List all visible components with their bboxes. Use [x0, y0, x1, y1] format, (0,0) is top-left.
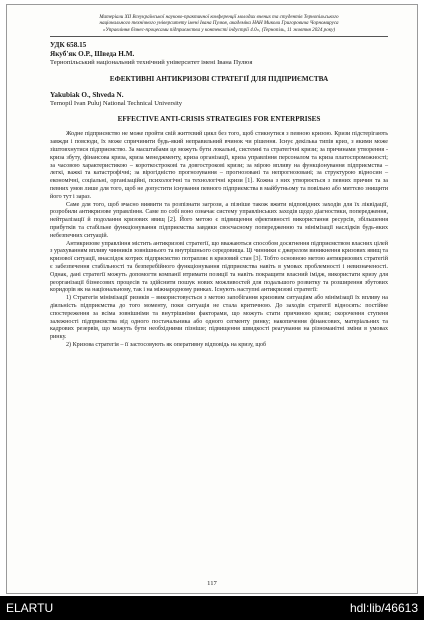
page-number: 117	[207, 580, 217, 587]
repository-name: ELARTU	[6, 601, 54, 615]
page-content	[50, 14, 388, 350]
header-line: «Управління бізнес-процесами підприємства у контексті індустрії 4.0», (Тернопіль, 11 жовтня 2024 року)	[102, 26, 336, 33]
header-line: Матеріали ХІІ Всеукраїнської науково-практичної конференції молодих вчених та студентів Тернопільського	[99, 14, 339, 20]
document-page	[6, 4, 418, 594]
authors-en: Yakubiak O., Shveda N.	[50, 90, 124, 99]
title-ua: ЕФЕКТИВНІ АНТИКРИЗОВІ СТРАТЕГІЇ ДЛЯ ПІДПРИЄМСТВА	[109, 74, 329, 83]
paragraph: 2) Кризова стратегія – її застосовують як оперативну відповідь на кризу, щоб	[66, 341, 267, 348]
repository-footer	[0, 596, 424, 620]
conference-header	[50, 14, 388, 37]
paragraph: Жодне підприємство не може пройти свій життєвий цикл без того, щоб стикнутися з певною кризою. Кризи підстерігають завжди і повсюди, їх може спричинити будь-який неправильний вчинок чи рішення. Існує декілька типів криз, з якими може зіштовхнутися підприємство. За масштабами це можуть бути локальні, системні та стратегічні кризи; за причинами утворення - криза збуту, фінансова криза, криза менеджменту, криза організації, криза управління персоналом та криза платоспроможності; за часовою характеристикою – короткострокові та довгострокові кризи; за мірою впливу на функціонування підприємства – легкі, важкі та катастрофічні; за вірогідністю прогнозування – прогнозовані та непрогнозовані; за структурою відносин – економічні, соціальні, організаційні, психологічні та технологічні кризи [1]. Кожна з них утворюється з певних причин та за певних умов лише для того, щоб не допустити існування певного підприємства в майбутньому та повільно або миттєво знищити його тут і зараз.	[50, 131, 388, 200]
handle-id: hdl:lib/46613	[349, 601, 418, 615]
paragraph: 1) Стратегія мінімізації ризиків – використовується з метою запобігання кризовим ситуаціям або мінімізації їх впливу на діяльність підприємства до того моменту, поки ситуація не стала критичною. До заходів стратегії відносять: постійне спостереження за всіма зовнішніми та внутрішніми факторами, що можуть стати причиною кризи; скорочення ступеня залежності підприємства від одного постачальника або одного сегменту ринку; накопичення фінансових, матеріальних та кадрових резервів, що можуть бути необхідними пізніше; підвищення швидкості реагування на різноманітні зміни в умовах ринку.	[50, 295, 388, 341]
udk-code: УДК 658.15	[50, 41, 87, 50]
authors-ua: Якуб'як О.Р., Шведа Н.М.	[50, 50, 135, 59]
paragraph: Саме для того, щоб вчасно виявити та розпізнати загрози, а пізніше також вжити відповідних заходів для їх ліквідації, розробили антикризове управління. Саме по собі воно означає систему управлінських заходів щодо діагностики, попередження, нейтралізації й подолання кризових явищ [2]. Його метою є підвищення ефективності використання ресурсів, збільшення прибутків та стабільне функціонування підприємства завдяки своєчасному попередженню та мінімізації наслідків будь-яких небезпечних ситуацій.	[50, 201, 388, 239]
paragraph: Антикризове управління містить антикризові стратегії, що вважаються способом досягнення підприємством власних цілей з урахуванням впливу чинників зовнішнього та внутрішнього середовища. Ці чинники є джерелом виникнення кризових явищ та кризової ситуації, внаслідок котрих підприємство потрапляє в кризовий стан [3]. Тобто основною метою антикризових стратегій є забезпечення стабільності та безперебійного функціонування підприємства навіть в умовах проблемності і невизначеності. Однак, дані стратегії можуть допомогти компанії втримати позиції та навіть покращити власний імідж, використати кризу для реорганізації бізнесових процесів та здійснити пошук нових можливостей для подальшого розвитку та розширення збутових коридорів як на національному, так і на міжнародному ринках. Існують наступні антикризові стратегії:	[50, 240, 388, 294]
title-en: EFFECTIVE ANTI-CRISIS STRATEGIES FOR ENTERPRISES	[117, 115, 321, 124]
affiliation-en: Ternopil Ivan Puluj National Technical University	[50, 99, 183, 107]
article-body	[50, 131, 388, 349]
header-line: національного технічного університету імені Івана Пулюя, академіка НАН Миколи Григоровича Чорномируса	[99, 20, 339, 27]
affiliation-ua: Тернопільський національний технічний університет імені Івана Пулюя	[50, 59, 253, 67]
